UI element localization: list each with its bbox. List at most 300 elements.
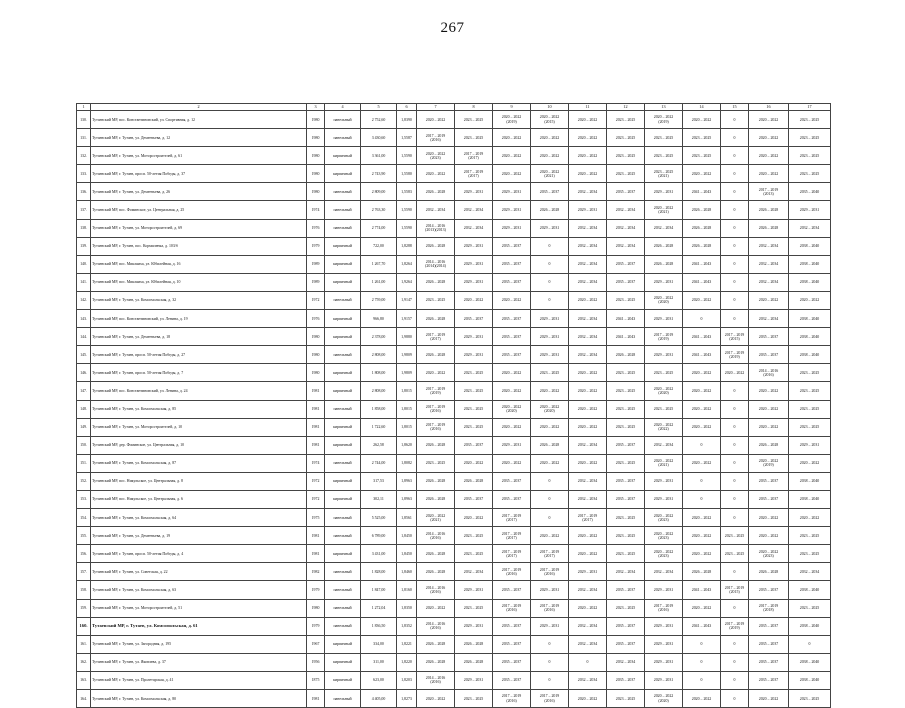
table-cell: Тутаевский МР, г. Тутаев, ул. Дементьева, д. 19 bbox=[91, 527, 307, 545]
table-cell: 156. bbox=[77, 545, 91, 563]
table-cell: панельный bbox=[325, 291, 361, 309]
table-cell: 2020 – 2022 bbox=[569, 165, 607, 183]
table-cell: 2038 – 2040 bbox=[789, 472, 831, 490]
table-cell: 2020 – 2022 bbox=[569, 291, 607, 309]
table-row bbox=[77, 527, 831, 545]
table-cell: 2023 – 2025 bbox=[645, 129, 683, 147]
table-cell: 2017 – 2019 (2017) bbox=[531, 545, 569, 563]
table-cell: 2029 – 2031 bbox=[645, 671, 683, 689]
table-cell: 2035 – 2037 bbox=[493, 273, 531, 291]
table-cell: кирпичный bbox=[325, 273, 361, 291]
table-row bbox=[77, 671, 831, 689]
table-cell: 2020 – 2022 bbox=[569, 527, 607, 545]
table-cell: 2017 – 2019 (2013) bbox=[749, 183, 789, 201]
table-cell: 2020 – 2022 bbox=[749, 690, 789, 708]
table-cell: Тутаевский МР, г. Тутаев, ул. Комсомольская, д. 87 bbox=[91, 454, 307, 472]
table-cell: 2023 – 2025 bbox=[789, 400, 831, 418]
table-cell: 2020 – 2022 bbox=[417, 599, 455, 617]
table-cell: 2023 – 2025 (2021) bbox=[645, 165, 683, 183]
table-cell: 2020 – 2022 bbox=[683, 527, 721, 545]
table-cell: 2020 – 2022 bbox=[493, 147, 531, 165]
table-cell: 2032 – 2034 bbox=[569, 255, 607, 273]
table-cell: 2023 – 2025 bbox=[789, 147, 831, 165]
table-cell: Тутаевский МР, г. Тутаев, ул. Комсомольская, д. 64 bbox=[91, 509, 307, 527]
table-cell: 0 bbox=[721, 255, 749, 273]
table-cell: 0 bbox=[721, 382, 749, 400]
table-cell: Тутаевский МР, г. Тутаев, просп. 50-летия Победы, д. 37 bbox=[91, 165, 307, 183]
table-cell: 2017 – 2019 (2016) bbox=[417, 129, 455, 147]
table-cell: 2014 – 2016 (2013)(2013) bbox=[417, 219, 455, 237]
table-cell: 2014 – 2016 (2014)(2014) bbox=[417, 255, 455, 273]
table-cell: 2 763,30 bbox=[361, 201, 397, 219]
table-cell: 163. bbox=[77, 671, 91, 689]
table-cell: 1967 bbox=[307, 635, 325, 653]
page-number: 267 bbox=[440, 20, 465, 36]
table-cell: 1,9147 bbox=[397, 291, 417, 309]
table-cell: 2023 – 2025 bbox=[789, 418, 831, 436]
table-cell: 0 bbox=[721, 418, 749, 436]
table-cell: 2023 – 2025 bbox=[683, 129, 721, 147]
table-cell: 2032 – 2034 bbox=[789, 563, 831, 581]
table-cell: 722,00 bbox=[361, 237, 397, 255]
table-cell: 2029 – 2031 bbox=[645, 653, 683, 671]
table-cell: 2035 – 2037 bbox=[493, 635, 531, 653]
table-cell: 2017 – 2019 (2018) bbox=[749, 599, 789, 617]
table-cell: 262,58 bbox=[361, 436, 397, 454]
table-cell: 159. bbox=[77, 599, 91, 617]
table-cell: 2026 – 2028 bbox=[455, 635, 493, 653]
table-cell: 2017 – 2019 (2017) bbox=[569, 509, 607, 527]
table-cell: 2035 – 2037 bbox=[493, 581, 531, 599]
table-cell: кирпичный bbox=[325, 310, 361, 328]
table-cell: 1,5583 bbox=[397, 183, 417, 201]
table-cell: 2017 – 2019 (2016) bbox=[531, 563, 569, 581]
table-row bbox=[77, 436, 831, 454]
table-cell: 1980 bbox=[307, 111, 325, 129]
table-cell: 2032 – 2034 bbox=[569, 219, 607, 237]
table-cell: 1,8450 bbox=[397, 545, 417, 563]
table-cell: 1980 bbox=[307, 129, 325, 147]
table-cell: 1956 bbox=[307, 653, 325, 671]
table-cell: 0 bbox=[721, 400, 749, 418]
table-cell: 2014 – 2016 (2016) bbox=[749, 364, 789, 382]
table-cell: 2 808,00 bbox=[361, 346, 397, 364]
table-cell: 131. bbox=[77, 129, 91, 147]
table-cell: 2020 – 2022 bbox=[721, 364, 749, 382]
table-cell: 13 bbox=[645, 104, 683, 111]
table-cell: 2 744,00 bbox=[361, 454, 397, 472]
table-row bbox=[77, 653, 831, 671]
table-row bbox=[77, 219, 831, 237]
table-cell: 1989 bbox=[307, 255, 325, 273]
table-cell: 1981 bbox=[307, 400, 325, 418]
table-cell: 0 bbox=[721, 509, 749, 527]
table-cell: Тутаевский МР, г. Тутаев, ул. Комсомольская, д. 85 bbox=[91, 400, 307, 418]
table-cell: панельный bbox=[325, 400, 361, 418]
table-cell: 2029 – 2031 bbox=[645, 490, 683, 508]
table-cell: 2020 – 2022 bbox=[417, 364, 455, 382]
table-cell: 2032 – 2034 bbox=[569, 436, 607, 454]
table-cell: Тутаевский МР, г. Тутаев, ул. Дементьева, д. 26 bbox=[91, 183, 307, 201]
table-cell: 3 361,00 bbox=[361, 147, 397, 165]
table-cell: 1975 bbox=[307, 509, 325, 527]
table-cell: 1 261,00 bbox=[361, 273, 397, 291]
table-cell: 2020 – 2022 bbox=[749, 291, 789, 309]
table-cell: 2023 – 2025 bbox=[789, 599, 831, 617]
table-cell: кирпичный bbox=[325, 237, 361, 255]
table-cell: 0 bbox=[721, 273, 749, 291]
table-cell: 0 bbox=[721, 472, 749, 490]
table-cell: 155. bbox=[77, 527, 91, 545]
table-row bbox=[77, 346, 831, 364]
table-cell: 136. bbox=[77, 183, 91, 201]
table-cell: 1979 bbox=[307, 581, 325, 599]
table-cell: 2017 – 2019 (2016) bbox=[493, 563, 531, 581]
table-cell: 147. bbox=[77, 382, 91, 400]
table-cell: 2029 – 2031 bbox=[455, 328, 493, 346]
table-cell: 2029 – 2031 bbox=[455, 183, 493, 201]
table-cell: 2032 – 2034 bbox=[417, 201, 455, 219]
table-cell: Тутаевский МР, г. Тутаев, просп. 50-летия Победы, д. 7 bbox=[91, 364, 307, 382]
table-row bbox=[77, 635, 831, 653]
table-cell: 1,8221 bbox=[397, 635, 417, 653]
table-cell: 3 bbox=[307, 104, 325, 111]
table-cell: 1981 bbox=[307, 382, 325, 400]
table-cell: 2023 – 2025 bbox=[455, 527, 493, 545]
table-cell: 317,53 bbox=[361, 472, 397, 490]
table-cell: 2020 – 2022 bbox=[493, 454, 531, 472]
table-cell: 150. bbox=[77, 436, 91, 454]
table-cell: Тутаевский МР, г. Тутаев, ул. Моторостроителей, д. 51 bbox=[91, 599, 307, 617]
table-cell: 0 bbox=[721, 111, 749, 129]
table-cell: 1,8082 bbox=[397, 454, 417, 472]
table-cell: 2020 – 2022 bbox=[569, 382, 607, 400]
table-cell: панельный bbox=[325, 219, 361, 237]
table-cell: 2020 – 2022 (2015) bbox=[531, 111, 569, 129]
table-cell: 2020 – 2022 bbox=[493, 129, 531, 147]
table-cell: 2032 – 2034 bbox=[749, 273, 789, 291]
table-cell: 2017 – 2019 (2019) bbox=[417, 382, 455, 400]
table-cell: 2035 – 2037 bbox=[749, 635, 789, 653]
table-cell: 2020 – 2022 bbox=[683, 111, 721, 129]
table-cell: Тутаевский МР, пос. Константиновский, ул. Ленина, д. 19 bbox=[91, 310, 307, 328]
table-cell: панельный bbox=[325, 201, 361, 219]
table-cell: 1 847,00 bbox=[361, 581, 397, 599]
table-cell: 2020 – 2022 bbox=[417, 111, 455, 129]
table-cell: 2020 – 2022 bbox=[455, 291, 493, 309]
table-cell: кирпичный bbox=[325, 671, 361, 689]
table-cell: Тутаевский МР, г. Тутаев, ул. Дементьева, д. 18 bbox=[91, 328, 307, 346]
table-cell: 2035 – 2037 bbox=[607, 255, 645, 273]
table-cell: панельный bbox=[325, 129, 361, 147]
table-cell: Тутаевский МР, г. Тутаев, пос. Кормиленка, д. 103/б bbox=[91, 237, 307, 255]
table-cell: 1981 bbox=[307, 436, 325, 454]
table-cell: 2017 – 2019 (2017) bbox=[455, 165, 493, 183]
table-cell: 2035 – 2037 bbox=[493, 490, 531, 508]
table-cell: 0 bbox=[721, 690, 749, 708]
table-cell: 2035 – 2037 bbox=[607, 490, 645, 508]
table-cell: Тутаевский МР, пос. Фоминское, ул. Центральная, д. 25 bbox=[91, 201, 307, 219]
table-cell: Тутаевский МР, г. Тутаев, ул. Загородная, д. 195 bbox=[91, 635, 307, 653]
table-cell: 2023 – 2025 bbox=[607, 291, 645, 309]
table-row bbox=[77, 328, 831, 346]
table-cell: 2 759,00 bbox=[361, 291, 397, 309]
table-cell: 1976 bbox=[307, 310, 325, 328]
table-cell: 145. bbox=[77, 346, 91, 364]
table-cell: 2020 – 2022 bbox=[531, 418, 569, 436]
table-cell: 2023 – 2025 bbox=[455, 418, 493, 436]
table-cell: 2032 – 2034 bbox=[749, 310, 789, 328]
table-cell: 2023 – 2025 bbox=[417, 454, 455, 472]
table-row bbox=[77, 400, 831, 418]
table-cell: 161. bbox=[77, 635, 91, 653]
table-cell: 2020 – 2022 bbox=[493, 418, 531, 436]
table-cell: 2029 – 2031 bbox=[455, 671, 493, 689]
table-cell: 2023 – 2025 bbox=[721, 527, 749, 545]
table-cell: 2026 – 2028 bbox=[417, 653, 455, 671]
table-cell: 2032 – 2034 bbox=[569, 671, 607, 689]
table-cell: 2026 – 2028 bbox=[417, 183, 455, 201]
table-cell: 1 267,70 bbox=[361, 255, 397, 273]
table-cell: 1,8561 bbox=[397, 509, 417, 527]
table-cell: 2020 – 2022 bbox=[789, 509, 831, 527]
table-cell: 1972 bbox=[307, 291, 325, 309]
table-cell: кирпичный bbox=[325, 472, 361, 490]
table-cell: 2029 – 2031 bbox=[455, 617, 493, 635]
table-cell: 1981 bbox=[307, 690, 325, 708]
capital-repair-schedule-table-container bbox=[76, 103, 830, 703]
table-cell: 2041 – 2043 bbox=[607, 328, 645, 346]
table-cell: 0 bbox=[789, 635, 831, 653]
table-cell: 2023 – 2025 bbox=[607, 364, 645, 382]
table-cell: 2026 – 2028 bbox=[417, 346, 455, 364]
table-cell: 1981 bbox=[307, 527, 325, 545]
table-cell: 2020 – 2022 (2021) bbox=[531, 165, 569, 183]
table-cell: 2020 – 2022 (2023) bbox=[645, 509, 683, 527]
table-cell: кирпичный bbox=[325, 147, 361, 165]
table-cell: 2038 – 2040 bbox=[789, 328, 831, 346]
table-cell: панельный bbox=[325, 563, 361, 581]
table-cell: 1 858,00 bbox=[361, 400, 397, 418]
table-cell: 2017 – 2019 (2015) bbox=[721, 328, 749, 346]
table-row bbox=[77, 255, 831, 273]
table-cell: Тутаевский МР, г. Тутаев, ул. Комсомольская, д. 80 bbox=[91, 690, 307, 708]
table-cell: 0 bbox=[721, 653, 749, 671]
table-cell: 1980 bbox=[307, 346, 325, 364]
table-cell: 2032 – 2034 bbox=[607, 653, 645, 671]
table-cell: 2020 – 2022 bbox=[749, 165, 789, 183]
table-cell: 1981 bbox=[307, 418, 325, 436]
table-row bbox=[77, 111, 831, 129]
table-cell: 2026 – 2028 bbox=[683, 237, 721, 255]
table-cell: 2041 – 2043 bbox=[683, 617, 721, 635]
table-cell: 2026 – 2028 bbox=[417, 472, 455, 490]
table-row bbox=[77, 472, 831, 490]
table-cell: 0 bbox=[683, 436, 721, 454]
table-cell: 2020 – 2022 bbox=[569, 690, 607, 708]
table-cell: 2023 – 2025 bbox=[721, 545, 749, 563]
table-cell: 2029 – 2031 bbox=[531, 310, 569, 328]
table-cell: 1,8963 bbox=[397, 472, 417, 490]
table-cell: 1976 bbox=[307, 219, 325, 237]
table-cell: 2023 – 2025 bbox=[645, 400, 683, 418]
table-cell: 2020 – 2022 (2021) bbox=[417, 509, 455, 527]
table-cell: 2026 – 2028 bbox=[455, 472, 493, 490]
table-cell: 2014 – 2016 (2016) bbox=[417, 671, 455, 689]
table-cell: 0 bbox=[683, 472, 721, 490]
table-cell: 2014 – 2016 (2016) bbox=[417, 527, 455, 545]
table-cell: 2026 – 2028 bbox=[749, 201, 789, 219]
table-cell: 2041 – 2043 bbox=[683, 183, 721, 201]
table-cell: 2029 – 2031 bbox=[789, 201, 831, 219]
table-cell: 2029 – 2031 bbox=[493, 219, 531, 237]
table-cell: 2032 – 2034 bbox=[569, 490, 607, 508]
table-cell: 2020 – 2022 bbox=[531, 147, 569, 165]
table-row bbox=[77, 382, 831, 400]
table-cell: 1,5590 bbox=[397, 219, 417, 237]
table-cell: 2032 – 2034 bbox=[749, 255, 789, 273]
table-cell: 2026 – 2028 bbox=[417, 237, 455, 255]
table-cell: 1,9157 bbox=[397, 310, 417, 328]
table-cell: 2035 – 2037 bbox=[493, 255, 531, 273]
table-cell: 2032 – 2034 bbox=[569, 183, 607, 201]
table-cell: 5 bbox=[361, 104, 397, 111]
table-cell: 1980 bbox=[307, 364, 325, 382]
table-cell: панельный bbox=[325, 617, 361, 635]
table-cell: Тутаевский МР, г. Тутаев, ул. Дементьева, д. 12 bbox=[91, 129, 307, 147]
table-cell: Тутаевский МР, г. Тутаев, ул. Комсомольская, д. 32 bbox=[91, 291, 307, 309]
table-cell: 7 bbox=[417, 104, 455, 111]
table-cell: 2035 – 2037 bbox=[493, 671, 531, 689]
table-cell: 5 525,00 bbox=[361, 509, 397, 527]
table-cell: 2032 – 2034 bbox=[569, 328, 607, 346]
table-cell: 1980 bbox=[307, 183, 325, 201]
table-cell: 2029 – 2031 bbox=[789, 436, 831, 454]
table-cell: 2020 – 2022 bbox=[749, 382, 789, 400]
table-cell: 139. bbox=[77, 237, 91, 255]
table-cell: 2020 – 2022 bbox=[455, 509, 493, 527]
table-cell: 2023 – 2025 bbox=[455, 129, 493, 147]
table-cell: 2020 – 2022 bbox=[789, 291, 831, 309]
table-cell: 2 bbox=[91, 104, 307, 111]
table-cell: 1,8350 bbox=[397, 599, 417, 617]
table-cell: 2029 – 2031 bbox=[531, 219, 569, 237]
table-cell: 1875 bbox=[307, 671, 325, 689]
table-cell: 2020 – 2022 bbox=[569, 364, 607, 382]
table-cell: кирпичный bbox=[325, 255, 361, 273]
table-cell: 2035 – 2037 bbox=[493, 310, 531, 328]
table-cell: 2035 – 2037 bbox=[607, 183, 645, 201]
table-cell: 2041 – 2043 bbox=[683, 255, 721, 273]
table-cell: Тутаевский МР, г. Тутаев, ул. Моторостроителей, д. 61 bbox=[91, 147, 307, 165]
table-cell: 2035 – 2037 bbox=[749, 617, 789, 635]
table-cell: 0 bbox=[531, 273, 569, 291]
table-cell: 2020 – 2022 bbox=[683, 364, 721, 382]
table-cell: 2020 – 2022 bbox=[683, 165, 721, 183]
table-cell: 1 828,00 bbox=[361, 563, 397, 581]
table-cell: 0 bbox=[531, 490, 569, 508]
table-row bbox=[77, 165, 831, 183]
table-cell: 2032 – 2034 bbox=[569, 617, 607, 635]
table-cell: 2032 – 2034 bbox=[569, 472, 607, 490]
table-cell: панельный bbox=[325, 690, 361, 708]
table-cell: 0 bbox=[531, 653, 569, 671]
table-cell: 2035 – 2037 bbox=[607, 436, 645, 454]
table-cell: 2041 – 2043 bbox=[683, 328, 721, 346]
table-cell: 1,8015 bbox=[397, 382, 417, 400]
table-cell: 2023 – 2025 bbox=[607, 690, 645, 708]
table-cell: Тутаевский МР, г. Тутаев, ул. Советская, д. 22 bbox=[91, 563, 307, 581]
table-cell: 2026 – 2028 bbox=[749, 563, 789, 581]
table-cell: 2020 – 2022 (2023) bbox=[645, 527, 683, 545]
table-cell: 2 378,00 bbox=[361, 328, 397, 346]
table-cell: 2029 – 2031 bbox=[455, 237, 493, 255]
table-cell: 2020 – 2022 (2019) bbox=[493, 111, 531, 129]
table-cell: 2020 – 2022 bbox=[569, 111, 607, 129]
table-cell: 2029 – 2031 bbox=[645, 346, 683, 364]
table-cell: 0 bbox=[531, 237, 569, 255]
table-cell: 6 789,00 bbox=[361, 527, 397, 545]
table-cell: 2026 – 2028 bbox=[417, 310, 455, 328]
table-cell: 2017 – 2019 (2016) bbox=[493, 690, 531, 708]
table-cell: 2017 – 2019 (2016) bbox=[493, 599, 531, 617]
table-cell: 1974 bbox=[307, 454, 325, 472]
table-cell: 2029 – 2031 bbox=[531, 328, 569, 346]
table-cell: 0 bbox=[683, 635, 721, 653]
table-cell: 8 bbox=[455, 104, 493, 111]
table-cell: 2023 – 2025 bbox=[455, 364, 493, 382]
table-cell: 2023 – 2025 bbox=[789, 527, 831, 545]
table-cell: 2026 – 2028 bbox=[683, 201, 721, 219]
table-cell: 2032 – 2034 bbox=[607, 237, 645, 255]
table-cell: 2032 – 2034 bbox=[607, 563, 645, 581]
table-cell: 6 bbox=[397, 104, 417, 111]
table-cell: Тутаевский МР, пос. Микляиха, ул. Юбилейная, д. 16 bbox=[91, 255, 307, 273]
table-cell: 1,5580 bbox=[397, 165, 417, 183]
table-cell: 2017 – 2019 (2017) bbox=[493, 527, 531, 545]
table-cell: 2020 – 2022 bbox=[493, 382, 531, 400]
table-cell: 2026 – 2028 bbox=[683, 219, 721, 237]
table-cell: кирпичный bbox=[325, 635, 361, 653]
table-cell: кирпичный bbox=[325, 545, 361, 563]
table-cell: 2 774,00 bbox=[361, 219, 397, 237]
table-cell: 2038 – 2040 bbox=[789, 237, 831, 255]
table-cell: 2020 – 2022 bbox=[683, 454, 721, 472]
table-cell: 2035 – 2037 bbox=[607, 273, 645, 291]
table-cell: 2023 – 2025 bbox=[789, 129, 831, 147]
table-cell: 2038 – 2040 bbox=[789, 581, 831, 599]
table-cell: 2023 – 2025 bbox=[645, 364, 683, 382]
table-cell: 2041 – 2043 bbox=[607, 310, 645, 328]
table-cell: 2020 – 2022 (2020) bbox=[645, 690, 683, 708]
table-cell: 1 836,50 bbox=[361, 617, 397, 635]
table-cell: 12 bbox=[607, 104, 645, 111]
table-cell: 142. bbox=[77, 291, 91, 309]
table-cell: 1974 bbox=[307, 201, 325, 219]
table-cell: 2026 – 2028 bbox=[607, 346, 645, 364]
table-cell: Тутаевский МР, г. Тутаев, ул. Моторостроителей, д. 69 bbox=[91, 219, 307, 237]
table-cell: 2023 – 2025 bbox=[455, 690, 493, 708]
table-cell: 2020 – 2022 (2020) bbox=[645, 291, 683, 309]
table-cell: 2020 – 2022 bbox=[683, 545, 721, 563]
column-number-row bbox=[77, 104, 831, 111]
table-cell: 2029 – 2031 bbox=[645, 635, 683, 653]
table-cell: 2029 – 2031 bbox=[455, 273, 493, 291]
table-cell: 2023 – 2025 bbox=[607, 599, 645, 617]
table-cell: 2023 – 2025 bbox=[683, 147, 721, 165]
table-cell: 153. bbox=[77, 490, 91, 508]
table-cell: 16 bbox=[749, 104, 789, 111]
